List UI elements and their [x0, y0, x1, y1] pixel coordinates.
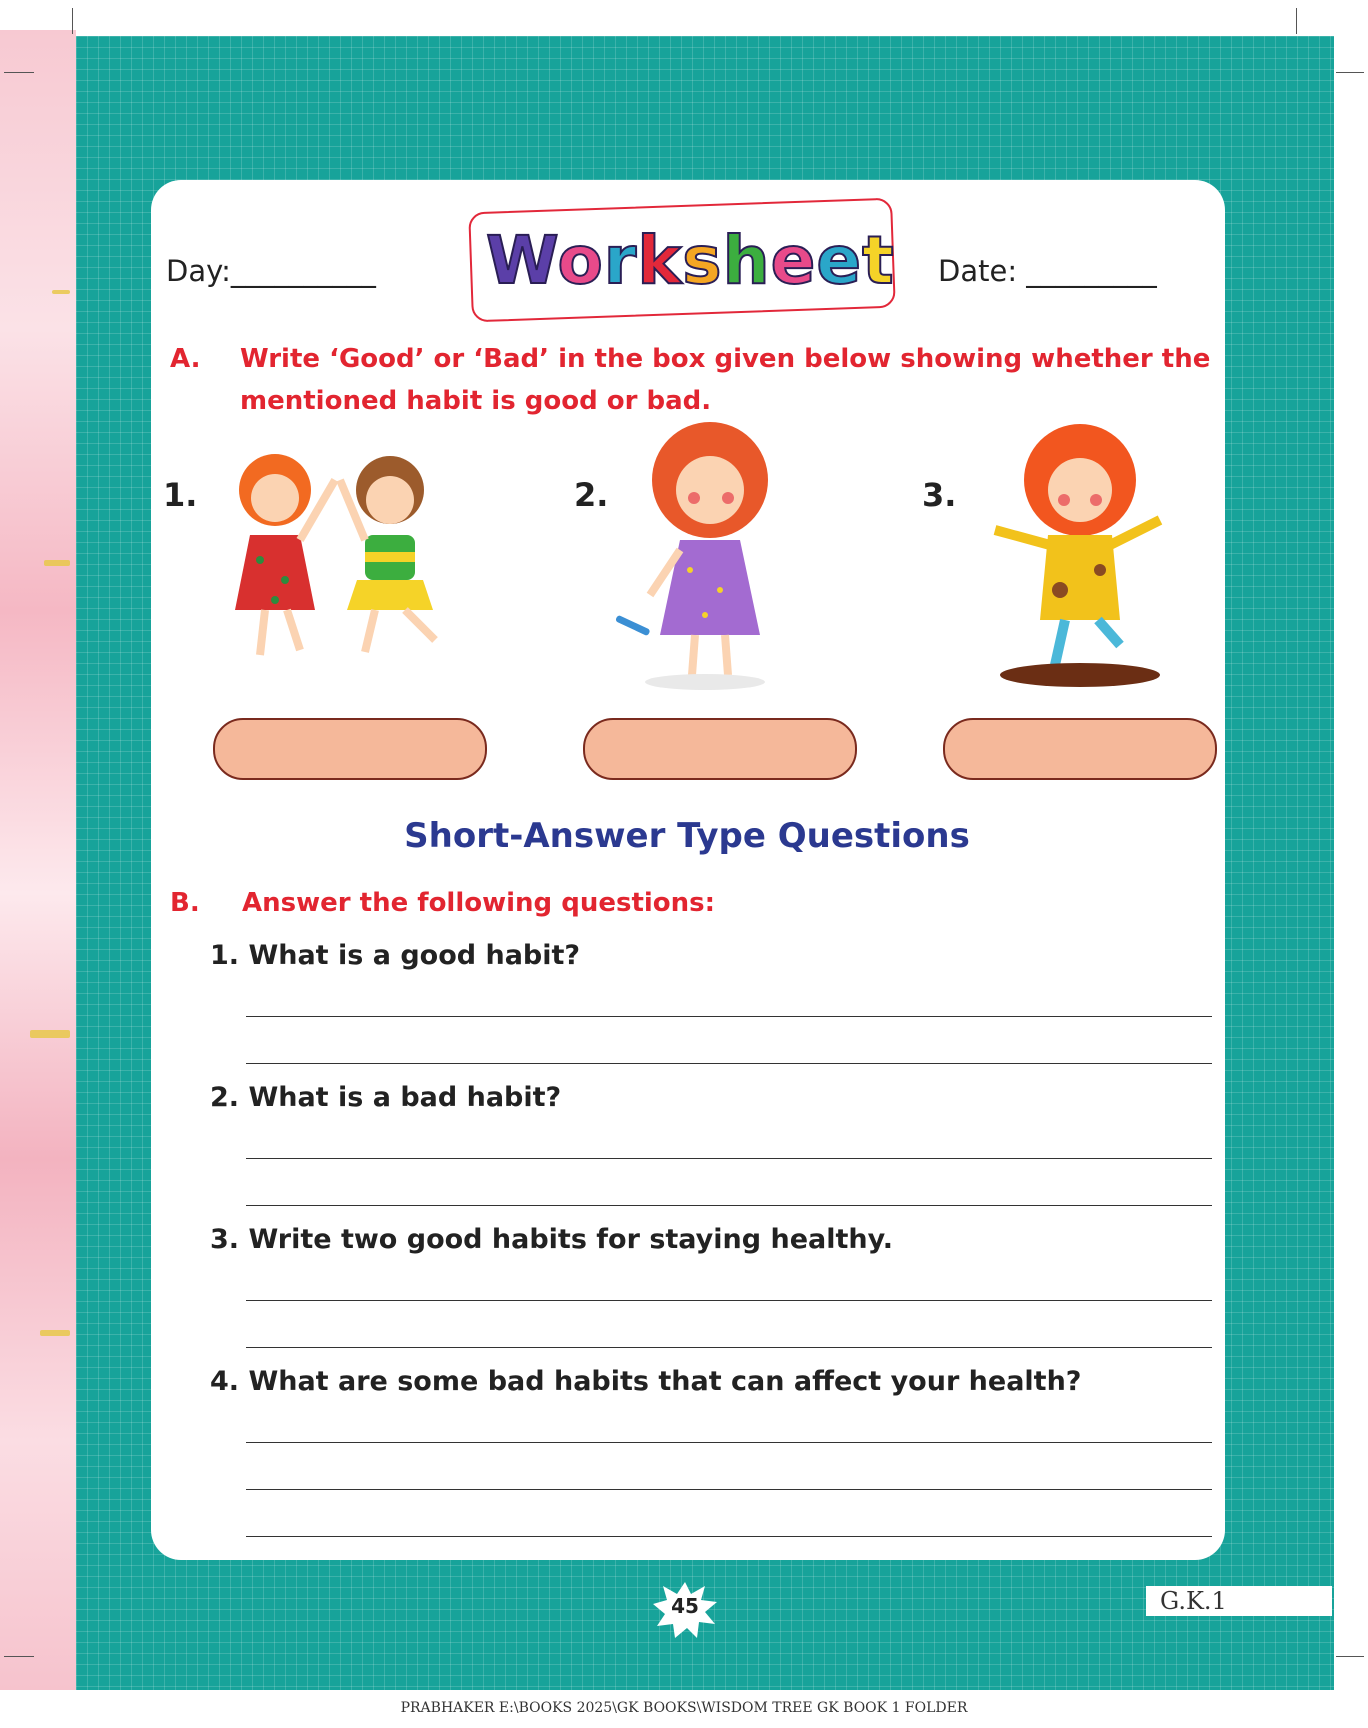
- question-3-number: 3.: [210, 1224, 240, 1255]
- gold-fleck: [30, 1030, 70, 1038]
- answer-line[interactable]: [246, 1016, 1212, 1017]
- item-number-2: 2.: [574, 476, 609, 514]
- worksheet-title-letter: k: [637, 222, 683, 299]
- section-a-instruction-line1: Write ‘Good’ or ‘Bad’ in the box given below showing whether the: [240, 344, 1211, 374]
- question-3: [210, 1224, 893, 1255]
- answer-line[interactable]: [246, 1442, 1212, 1443]
- worksheet-title-letter: e: [770, 222, 817, 299]
- section-b-letter: B.: [170, 888, 200, 918]
- crop-mark: [1296, 8, 1297, 34]
- girl-jumping-in-mud-illustration: [980, 420, 1180, 695]
- worksheet-title-letter: r: [603, 222, 638, 299]
- date-label: Date: _________: [938, 254, 1157, 288]
- item-number-1: 1.: [163, 476, 198, 514]
- answer-box-2[interactable]: [583, 718, 857, 780]
- answer-box-3[interactable]: [943, 718, 1217, 780]
- answer-line[interactable]: [246, 1063, 1212, 1064]
- question-4: [210, 1366, 1081, 1397]
- question-1: [210, 940, 580, 971]
- item-number-3: 3.: [922, 476, 957, 514]
- crop-mark: [1336, 72, 1364, 73]
- book-code: G.K.1: [1146, 1586, 1332, 1616]
- day-label: Day:__________: [166, 254, 376, 288]
- crop-mark: [4, 1656, 34, 1657]
- angry-girl-throwing-toothbrush-illustration: [610, 420, 800, 690]
- answer-line[interactable]: [246, 1536, 1212, 1537]
- worksheet-title: [486, 222, 895, 299]
- question-2-text: What is a bad habit?: [248, 1082, 562, 1113]
- worksheet-title-letter: s: [682, 222, 723, 299]
- crop-mark: [4, 72, 34, 73]
- question-2: [210, 1082, 561, 1113]
- answer-line[interactable]: [246, 1300, 1212, 1301]
- answer-box-1[interactable]: [213, 718, 487, 780]
- answer-line[interactable]: [246, 1205, 1212, 1206]
- worksheet-title-letter: e: [816, 222, 863, 299]
- section-b-instruction: Answer the following questions:: [242, 888, 716, 918]
- worksheet-title-text: [486, 222, 895, 299]
- section-title: Short-Answer Type Questions: [404, 816, 970, 856]
- print-footer: PRABHAKER E:\BOOKS 2025\GK BOOKS\WISDOM TREE GK BOOK 1 FOLDER: [400, 1700, 968, 1716]
- section-a-instruction-line2: mentioned habit is good or bad.: [240, 386, 712, 416]
- crop-mark: [72, 8, 73, 34]
- answer-line[interactable]: [246, 1489, 1212, 1490]
- answer-line[interactable]: [246, 1347, 1212, 1348]
- page-number: 45: [671, 1594, 699, 1618]
- gold-fleck: [52, 290, 70, 294]
- gold-fleck: [44, 560, 70, 566]
- section-a-letter: A.: [170, 344, 201, 374]
- question-4-text: What are some bad habits that can affect your health?: [248, 1366, 1082, 1397]
- two-girls-high-five-illustration: [205, 440, 465, 670]
- pink-marble-strip: [0, 30, 76, 1690]
- answer-line[interactable]: [246, 1158, 1212, 1159]
- worksheet-title-letter: h: [722, 222, 771, 299]
- worksheet-title-letter: o: [557, 222, 604, 299]
- gold-fleck: [40, 1330, 70, 1336]
- question-3-text: Write two good habits for staying healthy.: [248, 1224, 893, 1255]
- question-4-number: 4.: [210, 1366, 240, 1397]
- worksheet-title-letter: t: [862, 222, 895, 299]
- crop-mark: [1336, 1656, 1364, 1657]
- question-1-number: 1.: [210, 940, 240, 971]
- question-2-number: 2.: [210, 1082, 240, 1113]
- worksheet-title-letter: W: [486, 222, 558, 299]
- question-1-text: What is a good habit?: [248, 940, 581, 971]
